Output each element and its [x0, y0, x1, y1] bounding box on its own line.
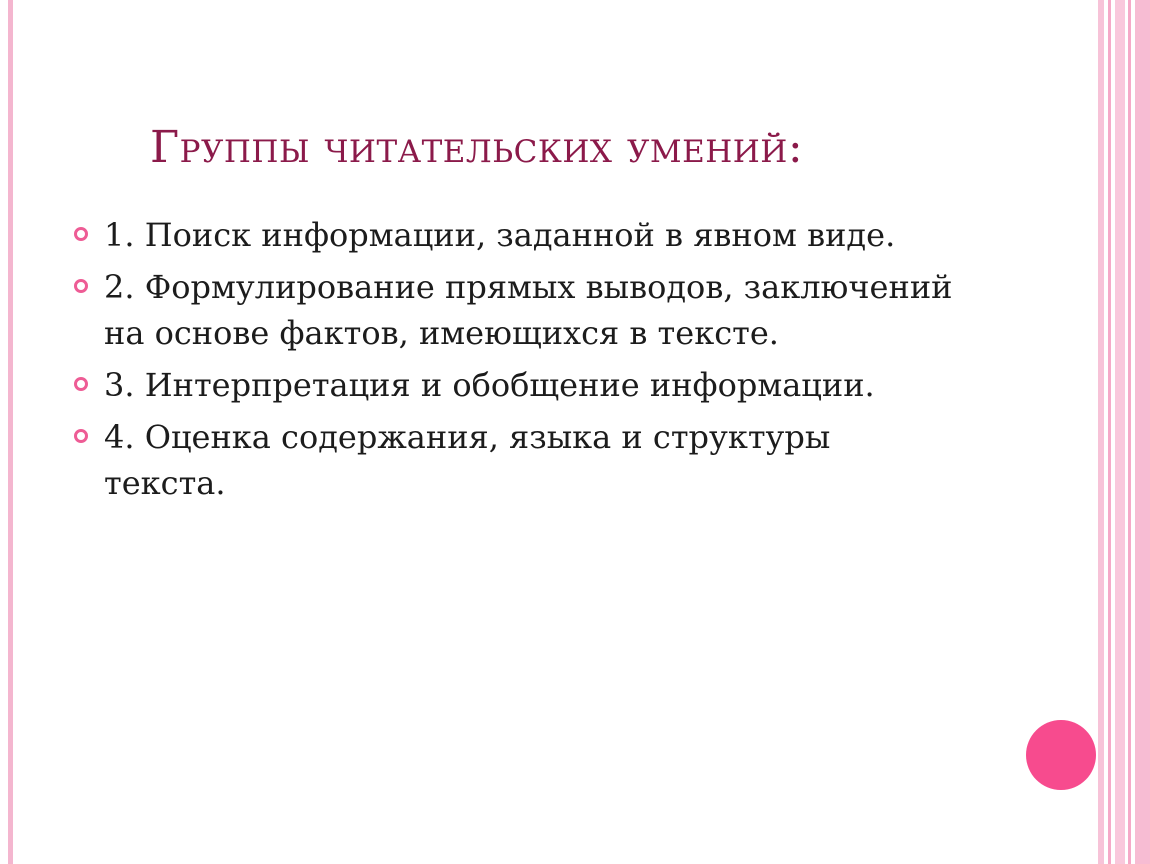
stripe — [1135, 0, 1150, 864]
stripe — [1115, 0, 1125, 864]
list-item — [74, 362, 954, 408]
list-item-text: 4. Оценка содержания, языка и структуры текста. — [104, 418, 831, 502]
list-item-text: 2. Формулирование прямых выводов, заключений на основе фактов, имеющихся в тексте. — [104, 268, 953, 352]
stripe — [1098, 0, 1104, 864]
right-stripes-decoration — [1098, 0, 1150, 864]
ring-bullet-icon — [74, 429, 88, 443]
left-border-decoration — [8, 0, 13, 864]
slide-title: Группы читательских умений: — [150, 122, 804, 173]
list-item-text: 1. Поиск информации, заданной в явном виде. — [104, 216, 896, 254]
stripe — [1108, 0, 1111, 864]
bullet-list — [74, 212, 954, 512]
list-item-text: 3. Интерпретация и обобщение информации. — [104, 366, 875, 404]
ring-bullet-icon — [74, 377, 88, 391]
ring-bullet-icon — [74, 227, 88, 241]
stripe — [1128, 0, 1131, 864]
pink-circle-icon — [1026, 720, 1096, 790]
list-item — [74, 264, 954, 356]
ring-bullet-icon — [74, 279, 88, 293]
list-item — [74, 212, 954, 258]
list-item — [74, 414, 954, 506]
